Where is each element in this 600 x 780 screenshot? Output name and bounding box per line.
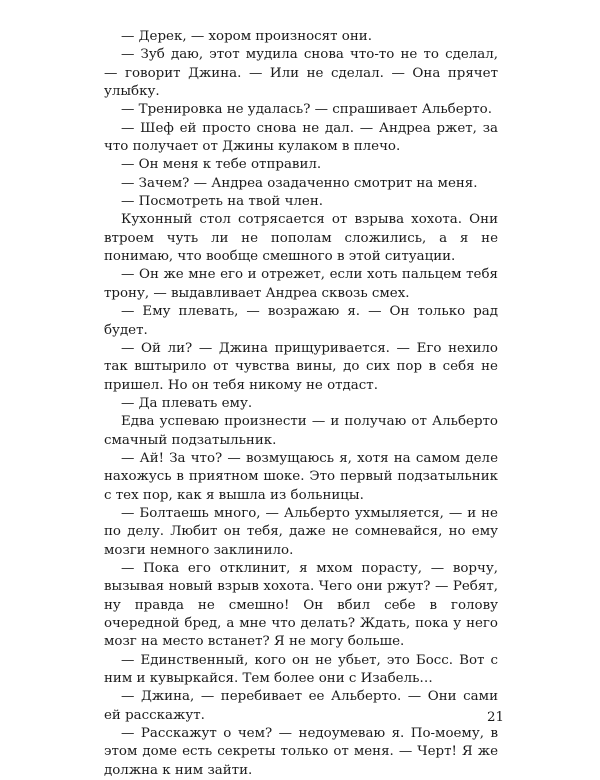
page-number: 21 (486, 710, 504, 725)
paragraph: Кухонный стол сотрясается от взрыва хохота. Они втроем чуть ли не пополам сложились, а я не понимаю, что вообще смешного в этой ситуации. (104, 212, 498, 265)
paragraph: — Он меня к тебе отправил. (121, 157, 322, 173)
paragraph: — Расскажут о чем? — недоумеваю я. По-моему, в этом доме есть секреты только от меня. — Черт! Я же должна к ним зайти. (104, 726, 498, 778)
paragraph: — Болтаешь много, — Альберто ухмыляется, — и не по делу. Любит он тебя, даже не сомневайся, но ему мозги немного заклинило. (104, 505, 498, 558)
paragraph: — Ему плевать, — возражаю я. — Он только рад будет. (104, 304, 498, 338)
paragraph: — Тренировка не удалась? — спрашивает Альберто. (121, 102, 492, 118)
paragraph: — Да плевать ему. (121, 395, 253, 411)
paragraph: — Дерек, — хором произносят они. (121, 29, 372, 44)
paragraph: — Посмотреть на твой член. (121, 194, 324, 210)
page-body-text (104, 28, 498, 780)
paragraph: — Единственный, кого он не убьет, это Босс. Вот с ним и кувыркайся. Тем более они с Изабель… (104, 652, 498, 687)
paragraph: — Пока его отклинит, я мхом порасту, — ворчу, вызывая новый взрыв хохота. Чего они ржут? — Ребят, ну правда не смешно! Он вбил себе в голову очередной бред, а мне что делать? Ждать, пока у него мозг на место встанет? Я не могу больше. (104, 560, 498, 650)
paragraph: — Шеф ей просто снова не дал. — Андреа ржет, за что получает от Джины кулаком в плечо. (104, 120, 498, 155)
paragraph: — Ай! За что? — возмущаюсь я, хотя на самом деле нахожусь в приятном шоке. Это первый подзатыльник с тех пор, как я вышла из больницы. (104, 450, 498, 503)
paragraph: — Он же мне его и отрежет, если хоть пальцем тебя трону, — выдавливает Андреа сквозь смех. (104, 267, 498, 301)
paragraph: — Зачем? — Андреа озадаченно смотрит на меня. (121, 175, 478, 191)
paragraph: Едва успеваю произнести — и получаю от Альберто смачный подзатыльник. (104, 414, 498, 448)
paragraph: — Зуб даю, этот мудила снова что-то не то сделал, — говорит Джина. — Или не сделал. — Она прячет улыбку. (104, 47, 498, 100)
paragraph: — Ой ли? — Джина прищуривается. — Его нехило так вштырило от чувства вины, до сих пор в себя не пришел. Но он тебя никому не отдаст. (104, 340, 498, 393)
paragraph: — Джина, — перебивает ее Альберто. — Они сами ей расскажут. (104, 689, 498, 723)
